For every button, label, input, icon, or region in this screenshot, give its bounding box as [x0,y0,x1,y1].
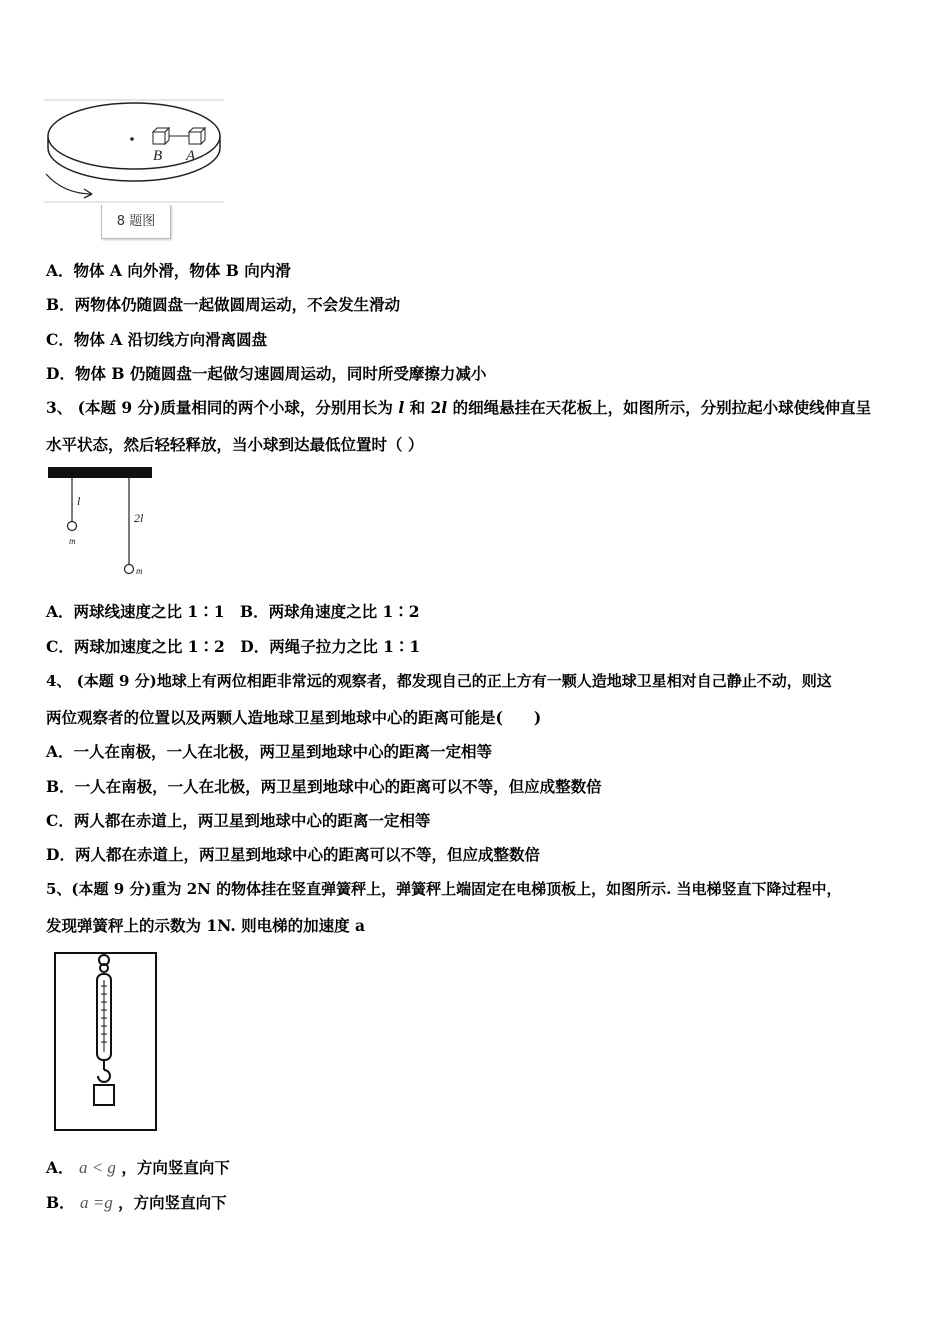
label-a: A [186,148,196,164]
math-a-eq-g: a =g [80,1193,113,1212]
figure-caption: 8 题图 [101,205,171,239]
q4-option-d: D．两人都在赤道上，两卫星到地球中心的距离可以不等，但应成整数倍 [46,845,540,864]
q5-option-a: A． a < g ，方向竖直向下 [46,1158,230,1177]
q2-option-d: D．物体 B 仍随圆盘一起做匀速圆周运动，同时所受摩擦力减小 [46,364,487,383]
q5-option-b: B． a =g ，方向竖直向下 [46,1193,227,1212]
q2-option-b: B．两物体仍随圆盘一起做圆周运动，不会发生滑动 [46,295,401,314]
spring-scale-figure [54,952,158,1134]
q4-option-a: A．一人在南极，一人在北极，两卫星到地球中心的距离一定相等 [46,742,493,761]
label-2l: 2l [134,511,144,525]
label-b: B [153,148,163,164]
q3-stem-line2: 水平状态，然后轻轻释放，当小球到达最低位置时（ ） [46,435,424,454]
q3-options-line1: A．两球线速度之比 1∶1 B．两球角速度之比 1∶2 [46,602,420,621]
label-l: l [77,494,81,508]
q4-option-c: C．两人都在赤道上，两卫星到地球中心的距离一定相等 [46,811,431,830]
label-m2: m [136,566,143,576]
label-m1: m [69,536,76,546]
q2-option-c: C．物体 A 沿切线方向滑离圆盘 [46,330,268,349]
q2-option-a: A．物体 A 向外滑，物体 B 向内滑 [46,261,291,280]
q5-stem-line1: 5、(本题 9 分)重为 2N 的物体挂在竖直弹簧秤上，弹簧秤上端固定在电梯顶板上，如图所示. 当电梯竖直下降过程中， [46,880,842,898]
math-a-lt-g: a < g [78,1158,116,1177]
q3-options-line2: C．两球加速度之比 1∶2 D．两绳子拉力之比 1∶1 [46,637,421,656]
q3-stem-line1: 3、 (本题 9 分)质量相同的两个小球，分别用长为 l 和 2l 的细绳悬挂在天花板上，如图所示，分别拉起小球使线伸直呈 [46,398,872,417]
q4-stem-line1: 4、 (本题 9 分)地球上有两位相距非常远的观察者，都发现自己的正上方有一颗人造地球卫星相对自己静止不动，则这 [46,672,832,690]
pendulum-figure [48,465,173,580]
q4-stem-line2: 两位观察者的位置以及两颗人造地球卫星到地球中心的距离可能是( ) [46,708,542,727]
q5-stem-line2: 发现弹簧秤上的示数为 1N. 则电梯的加速度 a [46,916,366,935]
q4-option-b: B．一人在南极，一人在北极，两卫星到地球中心的距离可以不等，但应成整数倍 [46,777,602,796]
